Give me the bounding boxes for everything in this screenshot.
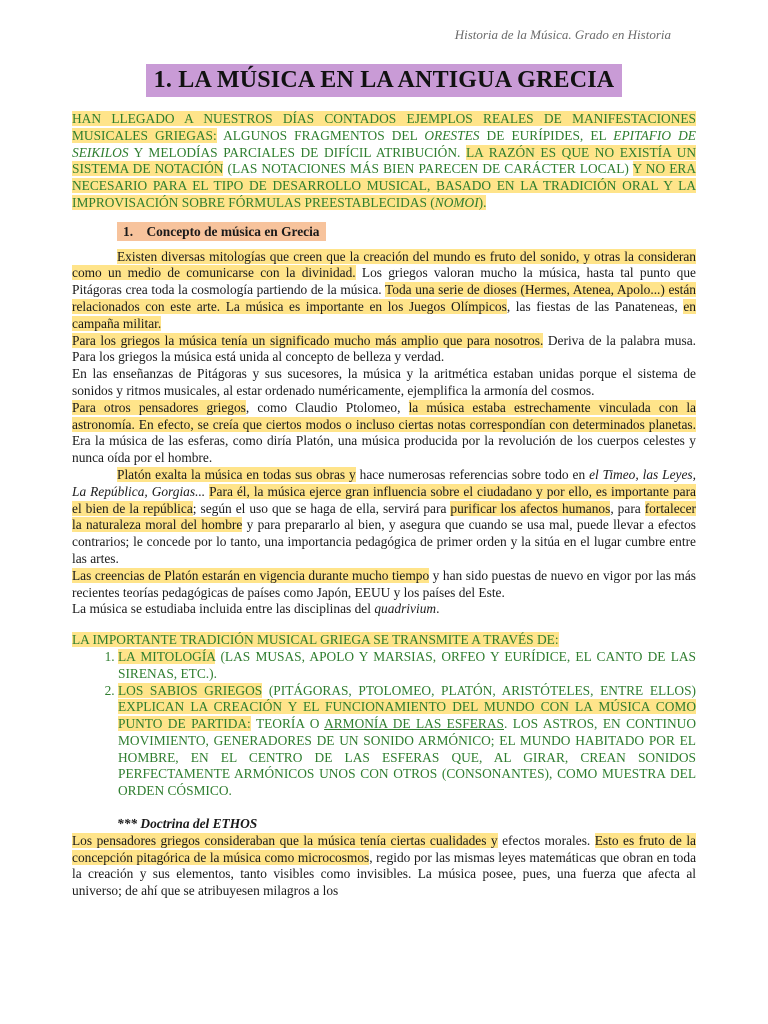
- para-d4: Era la música de las esferas, como diría Platón, una música producida por la revolución de los cuerpos celestes y nunca oída por el hombre.: [72, 433, 696, 466]
- para-e10: y para prepararlo al bien, y asegura que cuando se usa mal, puede llevar a efectos contrarios; le concede por lo tanto, una importancia pedagógica de primer orden y la sitúa en el lugar cumbre entre las artes.: [72, 517, 697, 566]
- tradition-item1-highlight: LA MITOLOGÍA: [118, 648, 216, 664]
- para-e2: hace numerosas referencias sobre todo en: [355, 466, 590, 482]
- para-b1: Para los griegos la música tenía un significado mucho más amplio que para nosotros.: [72, 332, 544, 348]
- page-title: 1. LA MÚSICA EN LA ANTIGUA GRECIA: [146, 64, 623, 97]
- ethos-p4: , regido por las mismas leyes matemáticas que obran en toda la creación y sus elementos, tanto visibles como invisibles. La música posee, pues, una fuerza que afecta al universo; de ahí que se atribuyesen milagros a los: [72, 849, 697, 899]
- title-wrap: [0, 64, 768, 97]
- intro-highlight-2: LA RAZÓN ES QUE NO EXISTÍA UN SISTEMA DE NOTACIÓN: [72, 144, 696, 177]
- para-e7: purificar los afectos humanos: [450, 500, 611, 516]
- ethos-p3: Esto es fruto de la concepción pitagórica de la música como microcosmos: [72, 832, 696, 865]
- tradition-heading: LA IMPORTANTE TRADICIÓN MUSICAL GRIEGA SE TRANSMITE A TRAVÉS DE:: [72, 632, 559, 648]
- paragraph-quadrivium: [72, 601, 696, 618]
- paragraph-plato-beliefs: [72, 568, 696, 602]
- para-e5: Para él, la música ejerce gran influencia sobre el ciudadano y por ello, es importante para el bien de la república: [72, 483, 696, 516]
- intro-text-c: Y MELODÍAS PARCIALES DE DIFÍCIL ATRIBUCIÓN.: [128, 144, 466, 160]
- tradition-item2-armonia: ARMONÍA DE LAS ESFERAS: [324, 716, 504, 732]
- para-a3: Toda una serie de dioses (Hermes, Atenea, Apolo...) están relacionados con este arte. La música es importante en los Juegos Olímpicos: [72, 282, 696, 314]
- paragraph-meaning: [72, 333, 696, 367]
- tradition-heading-line: [72, 632, 696, 649]
- tradition-item1-text: (LAS MUSAS, APOLO Y MARSIAS, ORFEO Y EURÍDICE, EL CANTO DE LAS SIRENAS, ETC.).: [118, 648, 696, 681]
- para-e6: ; según el uso que se haga de ella, servirá para: [192, 500, 451, 516]
- section-badge: [117, 222, 326, 241]
- intro-orestes: ORESTES: [424, 127, 480, 143]
- tradition-list: [72, 649, 696, 800]
- para-e1: Platón exalta la música en todas sus obras y: [117, 466, 356, 482]
- para-d2: , como Claudio Ptolomeo,: [245, 399, 409, 415]
- paragraph-pythagoras: En las enseñanzas de Pitágoras y sus sucesores, la música y la aritmética estaban unidas porque el sistema de sonidos y ritmos musicales, al estar ordenado numéricamente, ejemplifica la armonía del cosmos.: [72, 366, 696, 398]
- ethos-heading: *** Doctrina del ETHOS: [117, 816, 258, 832]
- ethos-p1: Los pensadores griegos consideraban que la música tenía ciertas cualidades y: [72, 832, 498, 848]
- intro-highlight-1: HAN LLEGADO A NUESTROS DÍAS CONTADOS EJEMPLOS REALES DE MANIFESTACIONES MUSICALES GRIEGAS:: [72, 111, 696, 143]
- para-e3: el Timeo, las Leyes, La República, Gorgias...: [72, 466, 696, 499]
- para-d3: la música estaba estrechamente vinculada con la astronomía. En efecto, se creía que ciertos modos o incluso ciertas notas correspondían con determinados planetas.: [72, 399, 696, 432]
- section-number: 1.: [123, 223, 134, 239]
- ethos-p2: efectos morales.: [497, 832, 595, 848]
- paragraph-ptolemy: [72, 400, 696, 467]
- para-g1: La música se estudiaba incluida entre las disciplinas del: [72, 601, 375, 617]
- document-body: [72, 111, 696, 900]
- tradition-item2-text-c: . LOS ASTROS, EN CONTINUO MOVIMIENTO, GENERADORES DE UN SONIDO ARMÓNICO; EL MUNDO HABITADO POR EL HOMBRE, EN EL CENTRO DE LAS ESFERAS QUE, AL GIRAR, CREAN SONIDOS PERFECTAMENTE ARMÓNICOS UNOS CON OTROS (CONSONANTES), COMO MUESTRA DEL ORDEN CÓSMICO.: [118, 716, 696, 799]
- para-a5: en campaña militar.: [72, 298, 696, 331]
- intro-text-d: (LAS NOTACIONES MÁS BIEN PARECEN DE CARÁCTER LOCAL): [223, 161, 633, 177]
- para-a1: Existen diversas mitologías que creen que la creación del mundo es fruto del sonido, y otras la consideran como un medio de comunicarse con la divinidad.: [72, 248, 696, 281]
- intro-nomoi: NOMOI: [434, 194, 479, 210]
- intro-epitafio: EPITAFIO DE SEIKILOS: [72, 127, 696, 160]
- para-b2: Deriva de la palabra musa. Para los griegos la música está unida al concepto de belleza y verdad.: [72, 332, 696, 365]
- intro-paragraph: [72, 111, 696, 212]
- paragraph-plato: [72, 467, 696, 568]
- spacer: [72, 618, 696, 632]
- paragraph-mythologies: [72, 249, 696, 333]
- para-f2: y han sido puestas de nuevo en vigor por las más recientes teorías pedagógicas de países como Japón, EEUU y los países del Este.: [72, 567, 696, 600]
- tradition-item2-text-b: TEORÍA O: [250, 716, 325, 732]
- para-g2: quadrivium: [374, 601, 437, 617]
- para-a2: Los griegos valoran mucho la música, hasta tal punto que Pitágoras crea toda la cosmología partiendo de la música.: [72, 265, 696, 298]
- running-header: Historia de la Música. Grado en Historia: [454, 27, 671, 42]
- tradition-item2-highlight-2: EXPLICAN LA CREACIÓN Y EL FUNCIONAMIENTO DEL MUNDO CON LA MÚSICA COMO PUNTO DE PARTIDA:: [118, 699, 696, 732]
- intro-end: ).: [478, 194, 487, 210]
- para-g3: .: [436, 601, 440, 617]
- intro-text-b: DE EURÍPIDES, EL: [479, 127, 614, 143]
- para-e8: , para: [610, 500, 645, 516]
- para-e9: fortalecer la naturaleza moral del hombre: [72, 500, 696, 533]
- tradition-item-sages: [118, 683, 696, 801]
- paragraph-ethos: [72, 833, 696, 900]
- section-label: Concepto de música en Grecia: [146, 223, 320, 239]
- tradition-item2-highlight: LOS SABIOS GRIEGOS: [118, 682, 263, 698]
- para-f1: Las creencias de Platón estarán en vigencia durante mucho tiempo: [72, 567, 430, 583]
- tradition-item2-text-a: (PITÁGORAS, PTOLOMEO, PLATÓN, ARISTÓTELES, ENTRE ELLOS): [262, 682, 696, 698]
- intro-text-a: ALGUNOS FRAGMENTOS DEL: [216, 127, 425, 143]
- section-heading: [117, 224, 696, 241]
- intro-highlight-3: Y NO ERA NECESARIO PARA EL TIPO DE DESARROLLO MUSICAL, BASADO EN LA TRADICIÓN ORAL Y LA IMPROVISACIÓN SOBRE FÓRMULAS PREESTABLECIDAS (: [72, 161, 696, 210]
- para-a4: , las fiestas de las Panateneas,: [506, 298, 684, 314]
- tradition-item-mythology: [118, 649, 696, 683]
- para-d1: Para otros pensadores griegos: [72, 399, 246, 415]
